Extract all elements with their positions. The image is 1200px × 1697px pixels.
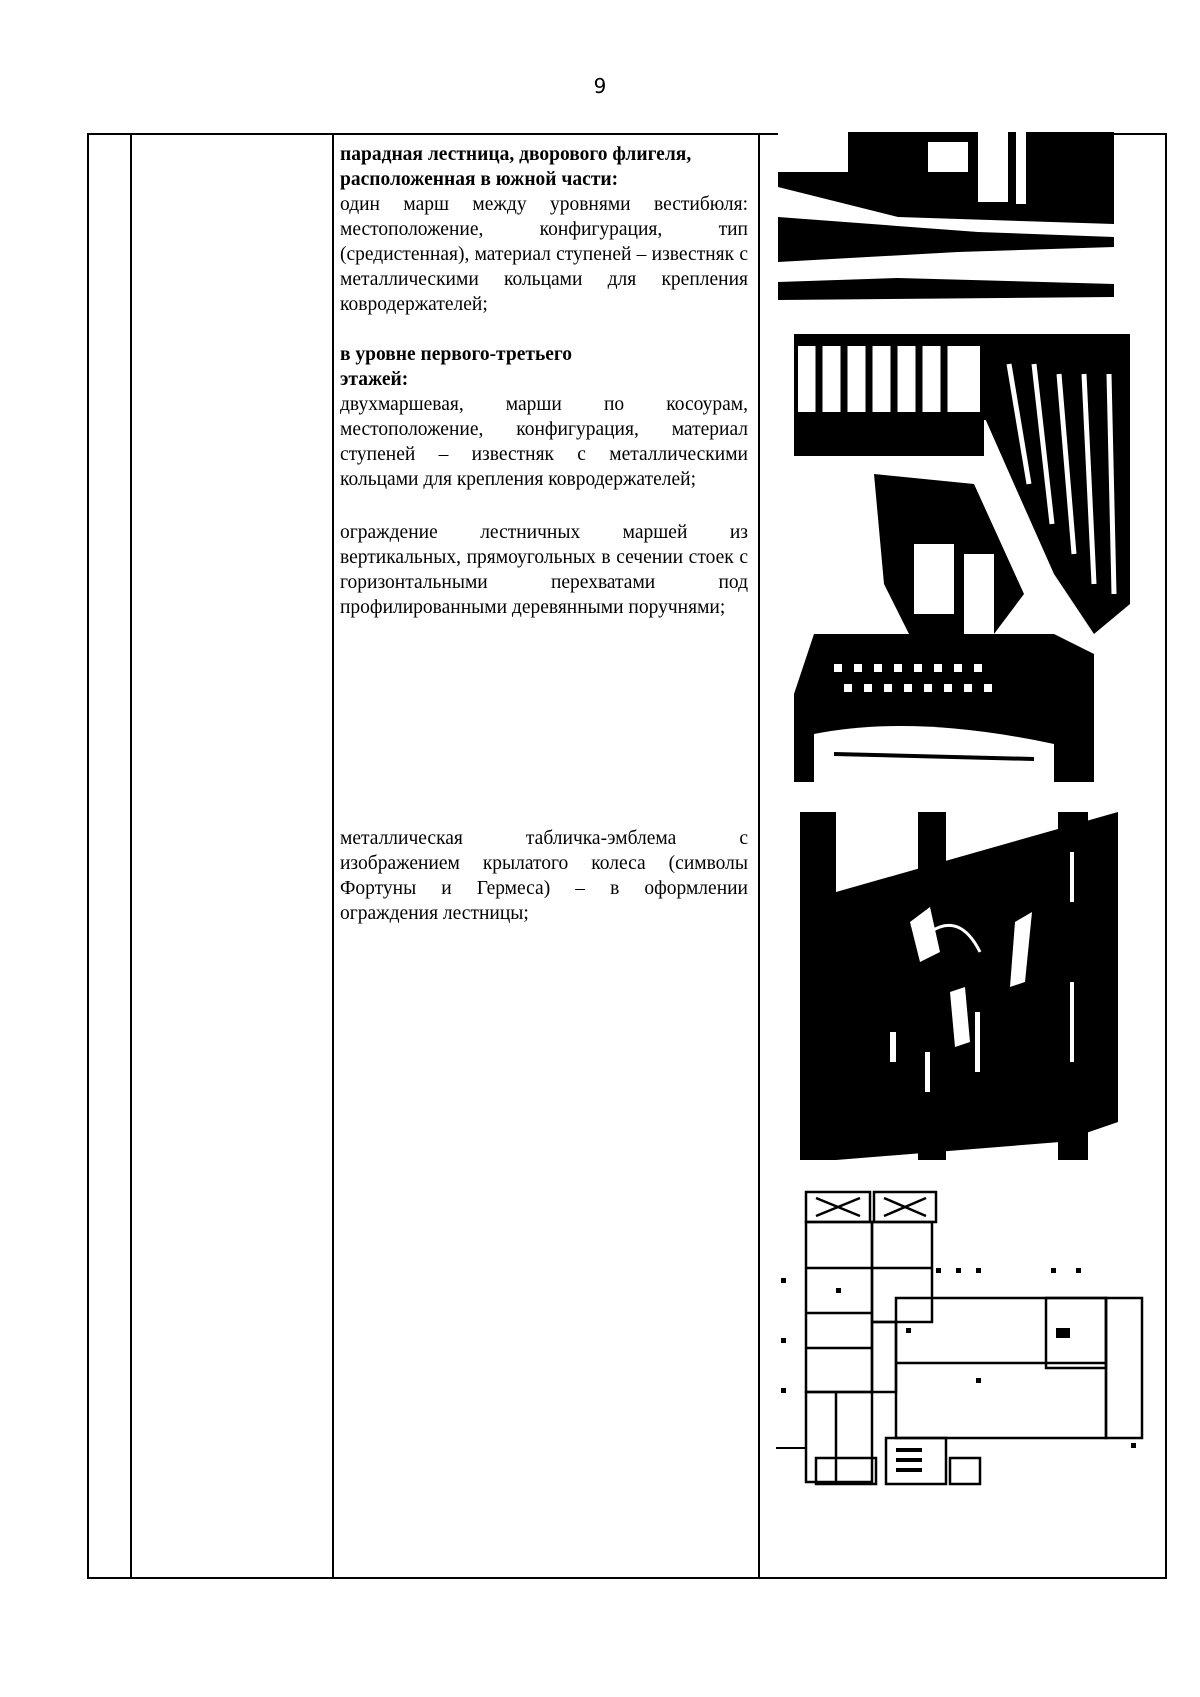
winged-wheel-emblem-photo <box>800 812 1118 1160</box>
block-body: один марш между уровнями вестибюля: местоположение, конфигурация, тип (средистенная), материал ступеней – известняк с металлическими кольцами для крепления ковродержателей; <box>340 194 748 315</box>
column-divider-1 <box>130 135 132 1577</box>
column-divider-3 <box>758 135 760 1577</box>
block-heading: в уровне первого-третьего этажей: <box>340 344 573 390</box>
block-body: двухмаршевая, марши по косоурам, местоположение, конфигурация, материал ступеней – известняк с металлическими кольцами для крепления ковродержателей; <box>340 394 748 490</box>
text-block-floors-stair <box>340 342 748 492</box>
text-block-railing <box>340 520 748 620</box>
block-heading: парадная лестница, дворового флигеля, расположенная в южной части: <box>340 144 692 190</box>
page-number: 9 <box>593 74 607 98</box>
text-block-emblem <box>340 826 748 926</box>
column-divider-2 <box>332 135 334 1577</box>
vestibule-stair-photo <box>778 132 1114 310</box>
text-block-vestibule-stair <box>340 142 748 317</box>
floor-plan-drawing <box>776 1188 1146 1494</box>
block-body: ограждение лестничных маршей из вертикальных, прямоугольных в сечении стоек с горизонтальными перехватами под профилированными деревянными поручнями; <box>340 522 748 618</box>
two-flight-stair-photo <box>794 334 1130 782</box>
block-body: металлическая табличка-эмблема с изображением крылатого колеса (символы Фортуны и Гермеса) – в оформлении ограждения лестницы; <box>340 828 748 924</box>
